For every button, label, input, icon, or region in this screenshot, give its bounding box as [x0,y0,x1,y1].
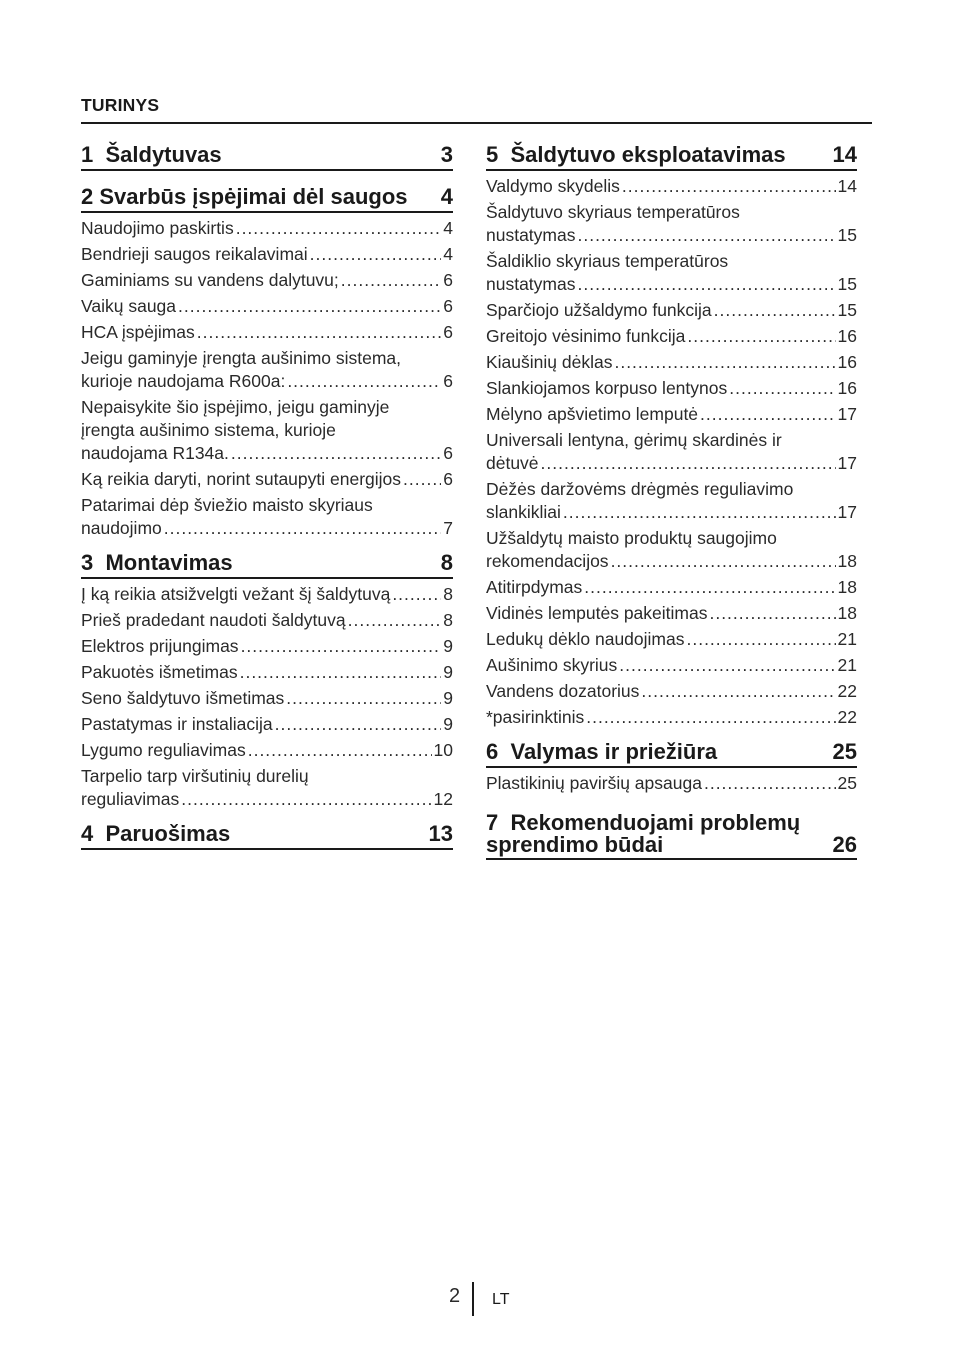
dot-leader [729,377,835,400]
entry-leader-row [486,325,857,348]
entry-text-line: Aušinimo skyrius [486,655,618,675]
section-title-text: Šaldytuvo eksploatavimas [510,142,786,167]
toc-entry[interactable] [81,494,453,543]
entry-leader-row [486,224,857,247]
toc-heading: TURINYS [81,95,160,115]
entry-leader-row [81,788,453,811]
entry-page-number: 8 [443,584,453,604]
entry-text-line: reguliavimas [81,789,180,809]
entry-leader-row [486,452,857,475]
entry-text-line: naudojimo [81,518,162,538]
toc-entry[interactable] [486,628,857,654]
dot-leader [614,351,835,374]
entry-page-number: 6 [443,469,453,489]
toc-entry[interactable] [81,347,453,396]
toc-right-column [486,143,857,868]
section-title-text: Montavimas [105,550,233,575]
section-number: 6 [486,739,499,764]
dot-leader [231,442,441,465]
dot-leader [619,654,835,677]
toc-entry[interactable] [486,772,857,798]
dot-leader [541,452,836,475]
entry-page-number: 21 [837,655,857,675]
entry-text-line: Slankiojamos korpuso lentynos [486,378,728,398]
entry-leader-row [81,442,453,465]
entry-text-line: Jeigu gaminyje įrengta aušinimo sistema, [81,348,402,368]
toc-section-6 [486,740,857,798]
toc-section-4 [81,822,453,850]
entry-leader-row [81,635,453,658]
dot-leader [563,501,836,524]
entry-text-line: Prieš pradedant naudoti šaldytuvą [81,610,346,630]
entry-page-number: 12 [433,789,453,809]
entry-leader-row [81,687,453,710]
dot-leader [181,788,431,811]
section-number: 4 [81,821,94,846]
dot-leader [287,370,441,393]
entry-page-number: 6 [443,371,453,391]
entry-leader-row [81,243,453,266]
entry-page-number: 8 [443,610,453,630]
toc-section-7 [486,812,857,860]
dot-leader [687,325,835,348]
entry-page-number: 4 [443,218,453,238]
dot-leader [641,680,835,703]
entry-text-line: Šaldiklio skyriaus temperatūros [486,251,729,271]
entry-leader-row [486,602,857,625]
toc-entry[interactable] [486,706,857,732]
toc-entry[interactable] [81,583,453,609]
dot-leader [611,550,836,573]
entry-text-line: Bendrieji saugos reikalavimai [81,244,308,264]
entry-text-line: *pasirinktinis [486,707,585,727]
toc-entry[interactable] [81,243,453,269]
entry-text-line: Naudojimo paskirtis [81,218,234,238]
entry-text-line: Kiaušinių dėklas [486,352,613,372]
dot-leader [310,243,442,266]
entry-page-number: 15 [837,225,857,245]
entry-page-number: 17 [837,404,857,424]
entry-leader-row [486,273,857,296]
toc-section-1 [81,143,453,171]
dot-leader [577,224,835,247]
entry-text-line: naudojama R134a. [81,443,229,463]
entry-leader-row [81,370,453,393]
entry-text-line: Ledukų dėklo naudojimas [486,629,685,649]
dot-leader [164,517,442,540]
toc-section-5 [486,143,857,732]
entry-leader-row [486,706,857,729]
section-title [81,551,233,575]
dot-leader [700,403,835,426]
dot-leader [236,217,442,240]
entry-text-line: Patarimai dėp šviežio maisto skyriaus [81,495,373,515]
entry-text-line: Gaminiams su vandens dalytuvu; [81,270,339,290]
entry-page-number: 17 [837,453,857,473]
entry-text-line: Tarpelio tarp viršutinių durelių [81,766,309,786]
entry-page-number: 15 [837,274,857,294]
toc-entry[interactable] [486,527,857,576]
section-number: 7 [486,810,499,835]
section-heading[interactable] [81,551,453,579]
entry-text-line: Užšaldytų maisto produktų saugojimo [486,528,777,548]
entry-page-number: 15 [837,300,857,320]
entry-leader-row [486,680,857,703]
entry-text-line: Pakuotės išmetimas [81,662,238,682]
dot-leader [392,583,441,606]
section-number: 3 [81,550,94,575]
section-page-number: 26 [832,832,857,857]
entry-text-line: slankikliai [486,502,561,522]
toc-entry[interactable] [81,295,453,321]
toc-entry[interactable] [486,175,857,201]
entry-text-line: rekomendacijos [486,551,609,571]
section-heading[interactable] [81,143,453,171]
section-heading[interactable] [81,185,453,213]
entry-text-line: Greitojo vėsinimo funkcija [486,326,686,346]
toc-section-3 [81,551,453,814]
toc-entry[interactable] [486,403,857,429]
entry-text-line: Universali lentyna, gėrimų skardinės ir [486,430,782,450]
toc-entry[interactable] [486,250,857,299]
entry-leader-row [81,609,453,632]
section-page-number: 25 [832,739,857,764]
entry-leader-row [81,217,453,240]
section-number: 2 [81,184,94,209]
entry-text-line: Nepaisykite šio įspėjimo, jeigu gaminyje [81,397,390,417]
toc-entry[interactable] [486,429,857,478]
toc-entry[interactable] [81,609,453,635]
toc-entry[interactable] [81,396,453,468]
section-title-text [486,810,800,857]
entry-page-number: 22 [837,681,857,701]
entry-text-line: Dėžės daržovėms drėgmės reguliavimo [486,479,794,499]
entry-text-line: Į ką reikia atsižvelgti vežant šį šaldytuvą [81,584,391,604]
dot-leader [197,321,441,344]
toc-section-2 [81,185,453,543]
entry-page-number: 9 [443,636,453,656]
entry-page-number: 25 [837,773,857,793]
entry-leader-row [81,295,453,318]
toc-entry[interactable] [81,468,453,494]
entry-leader-row [486,501,857,524]
entry-text-line: Valdymo skydelis [486,176,620,196]
toc-entry[interactable] [81,739,453,765]
toc-entry[interactable] [486,377,857,403]
dot-leader [286,687,441,710]
entry-leader-row [81,321,453,344]
toc-entry[interactable] [486,201,857,250]
entry-text-line: Ką reikia daryti, norint sutaupyti energijos [81,469,402,489]
entry-text-line: kurioje naudojama R600a: [81,371,286,391]
section-number: 5 [486,142,499,167]
entry-page-number: 16 [837,378,857,398]
entry-leader-row [486,654,857,677]
entry-leader-row [486,550,857,573]
language-code: LT [492,1291,510,1308]
entry-leader-row [81,583,453,606]
entry-text-line: Sparčiojo užšaldymo funkcija [486,300,712,320]
entry-leader-row [486,175,857,198]
toc-entry[interactable] [81,635,453,661]
entry-page-number: 6 [443,443,453,463]
section-title-line: sprendimo būdai [486,832,664,857]
section-heading[interactable] [486,740,857,768]
toc-left-column [81,143,453,858]
top-rule [81,122,872,124]
toc-entry[interactable] [486,602,857,628]
toc-entry[interactable] [81,321,453,347]
toc-entry[interactable] [486,478,857,527]
entry-leader-row [81,269,453,292]
entry-text-line: Mėlyno apšvietimo lemputė [486,404,699,424]
entry-page-number: 18 [837,551,857,571]
section-page-number: 13 [428,821,453,846]
entry-text-line: Seno šaldytuvo išmetimas [81,688,285,708]
entry-page-number: 4 [443,244,453,264]
section-heading[interactable] [81,822,453,850]
toc-entry[interactable] [81,269,453,295]
dot-leader [341,269,441,292]
entry-text-line: Elektros prijungimas [81,636,239,656]
section-title-text: Valymas ir priežiūra [510,739,718,764]
entry-text-line: Pastatymas ir instaliacija [81,714,273,734]
toc-entry[interactable] [486,576,857,602]
entry-leader-row [486,299,857,322]
entry-page-number: 18 [837,577,857,597]
entry-leader-row [81,468,453,491]
dot-leader [577,273,835,296]
dot-leader [275,713,442,736]
dot-leader [348,609,442,632]
dot-leader [622,175,836,198]
dot-leader [248,739,432,762]
entry-page-number: 6 [443,296,453,316]
dot-leader [714,299,836,322]
entry-page-number: 21 [837,629,857,649]
section-heading[interactable] [486,143,857,171]
entry-text-line: Atitirpdymas [486,577,583,597]
entry-page-number: 18 [837,603,857,623]
dot-leader [586,706,835,729]
section-page-number: 8 [440,550,453,575]
entry-leader-row [486,628,857,651]
dot-leader [704,772,836,795]
entry-leader-row [81,517,453,540]
dot-leader [240,661,442,684]
entry-page-number: 14 [837,176,857,196]
toc-entry[interactable] [486,680,857,706]
section-title [81,185,408,209]
entry-page-number: 9 [443,714,453,734]
entry-leader-row [486,377,857,400]
entry-page-number: 22 [837,707,857,727]
entry-leader-row [486,576,857,599]
entry-leader-row [486,403,857,426]
toc-entry[interactable] [486,325,857,351]
entry-text-line: Šaldytuvo skyriaus temperatūros [486,202,740,222]
entry-page-number: 10 [433,740,453,760]
section-title-text: Šaldytuvas [105,142,222,167]
section-title [486,740,717,764]
dot-leader [686,628,835,651]
section-title [81,822,230,846]
section-page-number: 3 [440,142,453,167]
section-title [81,143,222,167]
toc-entry[interactable] [486,351,857,377]
entry-page-number: 9 [443,688,453,708]
section-heading[interactable] [486,812,857,860]
entry-page-number: 6 [443,270,453,290]
entry-text-line: įrengta aušinimo sistema, kurioje [81,420,336,440]
section-title-text: Svarbūs įspėjimai dėl saugos [99,184,408,209]
toc-entry[interactable] [81,661,453,687]
entry-leader-row [81,739,453,762]
dot-leader [709,602,835,625]
section-page-number: 4 [440,184,453,209]
dot-leader [178,295,441,318]
entry-text-line: nustatymas [486,274,576,294]
dot-leader [241,635,442,658]
page-number: 2 [449,1285,461,1307]
entry-leader-row [486,772,857,795]
entry-page-number: 16 [837,352,857,372]
entry-page-number: 16 [837,326,857,346]
entry-leader-row [81,713,453,736]
toc-entry[interactable] [486,299,857,325]
entry-leader-row [81,661,453,684]
toc-entry[interactable] [81,713,453,739]
section-title [486,143,786,167]
section-number: 1 [81,142,94,167]
entry-text-line: Vandens dozatorius [486,681,640,701]
entry-page-number: 6 [443,322,453,342]
dot-leader [403,468,441,491]
toc-entry[interactable] [486,654,857,680]
entry-text-line: Plastikinių paviršių apsauga [486,773,702,793]
entry-leader-row [486,351,857,374]
entry-page-number: 9 [443,662,453,682]
entry-text-line: dėtuvė [486,453,539,473]
entry-page-number: 7 [443,518,453,538]
section-title-line: Rekomenduojami problemų [510,810,801,835]
toc-entry[interactable] [81,687,453,713]
entry-text-line: Vaikų sauga [81,296,177,316]
entry-page-number: 17 [837,502,857,522]
entry-text-line: HCA įspėjimas [81,322,195,342]
section-page-number: 14 [832,142,857,167]
entry-text-line: nustatymas [486,225,576,245]
section-title-text: Paruošimas [105,821,231,846]
toc-entry[interactable] [81,765,453,814]
footer-divider [472,1282,474,1316]
toc-entry[interactable] [81,217,453,243]
entry-text-line: Lygumo reguliavimas [81,740,246,760]
section-title [486,812,800,856]
dot-leader [584,576,835,599]
entry-text-line: Vidinės lemputės pakeitimas [486,603,708,623]
